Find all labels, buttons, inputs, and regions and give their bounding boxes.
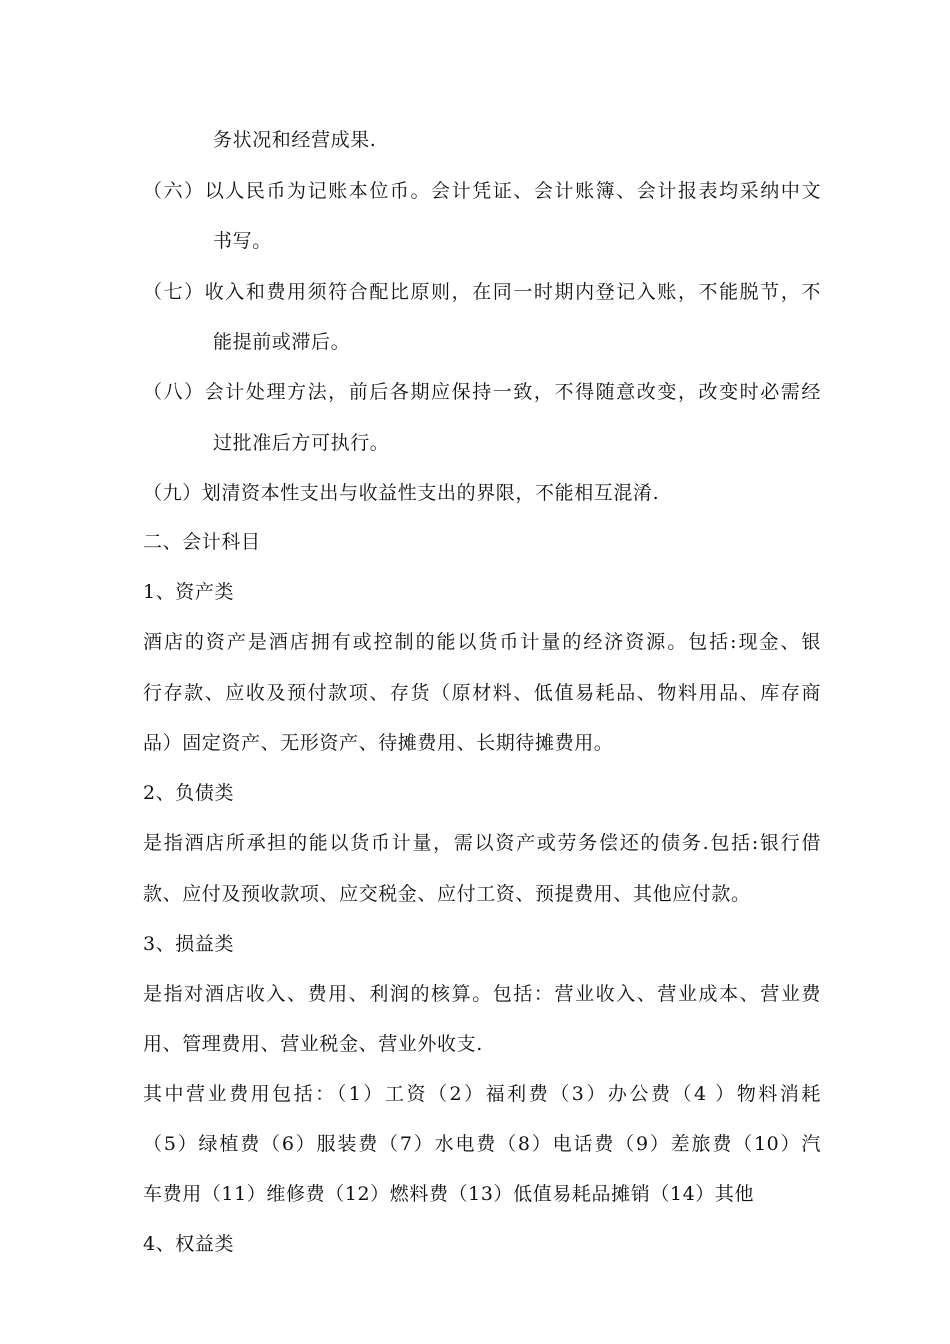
text-line-8: （九）划清资本性支出与收益性支出的界限，不能相互混淆. [143, 482, 660, 504]
text-line-1: 务状况和经营成果. [213, 129, 377, 151]
text-line-6: （八）会计处理方法，前后各期应保持一致，不得随意改变，改变时必需经 [143, 381, 821, 403]
text-line-19: 用、管理费用、营业税金、营业外收支. [143, 1033, 483, 1055]
text-line-13: 品）固定资产、无形资产、待摊费用、长期待摊费用。 [143, 732, 614, 754]
text-line-21: （5）绿植费（6）服装费（7）水电费（8）电话费（9）差旅费（10）汽 [143, 1133, 821, 1155]
subsection-heading: 2、负债类 [143, 782, 235, 804]
text-line-18: 是指对酒店收入、费用、利润的核算。包括：营业收入、营业成本、营业费 [143, 983, 821, 1005]
text-line-16: 款、应付及预收款项、应交税金、应付工资、预提费用、其他应付款。 [143, 883, 751, 905]
subsection-heading: 3、损益类 [143, 933, 235, 955]
text-line-22: 车费用（11）维修费（12）燃料费（13）低值易耗品摊销（14）其他 [143, 1183, 755, 1205]
text-line-2: （六）以人民币为记账本位币。会计凭证、会计账簿、会计报表均采纳中文 [143, 180, 821, 202]
section-heading: 二、会计科目 [143, 531, 261, 553]
text-line-7: 过批准后方可执行。 [213, 432, 390, 454]
text-line-4: （七）收入和费用须符合配比原则，在同一时期内登记入账，不能脱节，不 [143, 281, 821, 303]
text-line-20: 其中营业费用包括：（1）工资（2）福利费（3）办公费（4 ）物料消耗 [143, 1083, 821, 1105]
subsection-heading: 1、资产类 [143, 581, 235, 603]
subsection-heading: 4、权益类 [143, 1233, 235, 1255]
text-line-12: 行存款、应收及预付款项、存货（原材料、低值易耗品、物料用品、库存商 [143, 682, 821, 704]
text-line-11: 酒店的资产是酒店拥有或控制的能以货币计量的经济资源。包括:现金、银 [143, 631, 821, 653]
text-line-5: 能提前或滞后。 [213, 331, 351, 353]
text-line-15: 是指酒店所承担的能以货币计量，需以资产或劳务偿还的债务.包括:银行借 [143, 832, 821, 854]
text-line-3: 书写。 [213, 230, 272, 252]
